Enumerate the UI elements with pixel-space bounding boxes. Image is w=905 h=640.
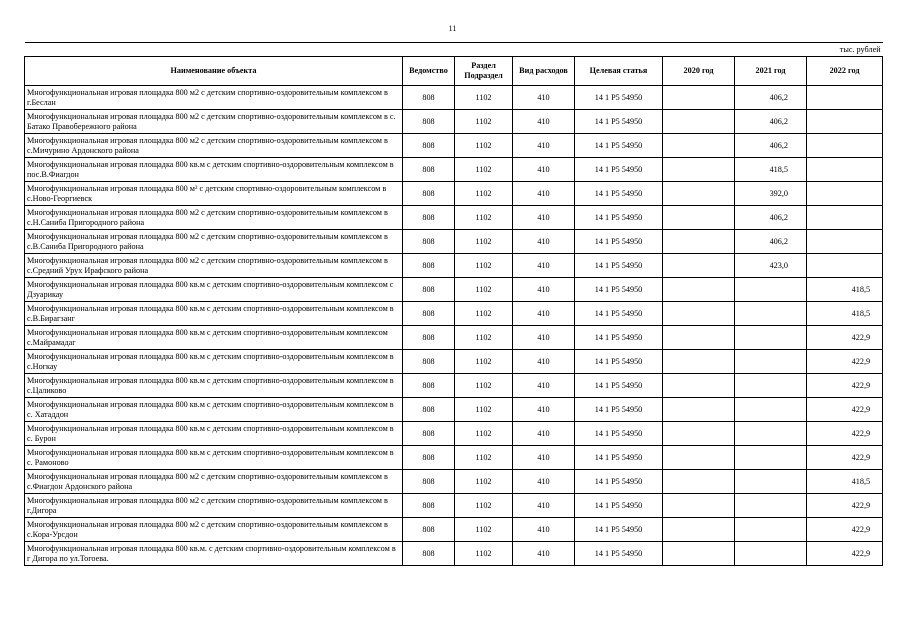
cell-2021 xyxy=(735,278,807,302)
cell-vid: 410 xyxy=(513,302,575,326)
cell-vid: 410 xyxy=(513,326,575,350)
cell-vedomstvo: 808 xyxy=(403,158,455,182)
cell-2022: 422,9 xyxy=(807,350,883,374)
cell-statya: 14 1 P5 54950 xyxy=(575,302,663,326)
cell-2022: 422,9 xyxy=(807,518,883,542)
table-row xyxy=(25,494,883,518)
cell-2021: 406,2 xyxy=(735,86,807,110)
cell-2020 xyxy=(663,182,735,206)
cell-2020 xyxy=(663,230,735,254)
cell-2022: 418,5 xyxy=(807,470,883,494)
cell-vid: 410 xyxy=(513,206,575,230)
table-row xyxy=(25,86,883,110)
table-row xyxy=(25,374,883,398)
cell-2021 xyxy=(735,398,807,422)
table-row xyxy=(25,518,883,542)
cell-2020 xyxy=(663,158,735,182)
cell-razdel: 1102 xyxy=(455,110,513,134)
cell-razdel: 1102 xyxy=(455,446,513,470)
cell-vedomstvo: 808 xyxy=(403,302,455,326)
table-row xyxy=(25,542,883,566)
cell-2020 xyxy=(663,206,735,230)
cell-2022: 418,5 xyxy=(807,278,883,302)
cell-vid: 410 xyxy=(513,494,575,518)
cell-2022: 422,9 xyxy=(807,326,883,350)
cell-statya: 14 1 P5 54950 xyxy=(575,542,663,566)
cell-2021 xyxy=(735,422,807,446)
cell-2022 xyxy=(807,182,883,206)
cell-vedomstvo: 808 xyxy=(403,182,455,206)
cell-2021 xyxy=(735,542,807,566)
cell-statya: 14 1 P5 54950 xyxy=(575,326,663,350)
cell-2021: 392,0 xyxy=(735,182,807,206)
cell-statya: 14 1 P5 54950 xyxy=(575,158,663,182)
cell-name: Многофункциональная игровая площадка 800 кв.м с детским спортивно-оздоровительным комплексом в с.Цаликово xyxy=(25,374,403,398)
cell-vid: 410 xyxy=(513,134,575,158)
cell-name: Многофункциональная игровая площадка 800 м2 с детским спортивно-оздоровительным комплексом в г.Дигора xyxy=(25,494,403,518)
cell-vid: 410 xyxy=(513,374,575,398)
cell-2020 xyxy=(663,326,735,350)
table-body xyxy=(25,86,883,566)
cell-razdel: 1102 xyxy=(455,254,513,278)
cell-2021 xyxy=(735,518,807,542)
cell-razdel: 1102 xyxy=(455,350,513,374)
cell-razdel: 1102 xyxy=(455,302,513,326)
cell-2022: 422,9 xyxy=(807,398,883,422)
cell-name: Многофункциональная игровая площадка 800 кв.м с детским спортивно-оздоровительным комплексом в с.Ногкау xyxy=(25,350,403,374)
col-header-razdel: Раздел Подраздел xyxy=(455,57,513,86)
cell-name: Многофункциональная игровая площадка 800 кв.м. с детским спортивно-оздоровительным комплексом в г Дигора по ул.Тогоева. xyxy=(25,542,403,566)
cell-statya: 14 1 P5 54950 xyxy=(575,494,663,518)
table-row xyxy=(25,350,883,374)
cell-2021 xyxy=(735,470,807,494)
cell-2021 xyxy=(735,374,807,398)
units-row xyxy=(25,43,883,57)
col-header-name: Наименование объекта xyxy=(25,57,403,86)
cell-2020 xyxy=(663,542,735,566)
cell-razdel: 1102 xyxy=(455,518,513,542)
cell-vid: 410 xyxy=(513,110,575,134)
cell-statya: 14 1 P5 54950 xyxy=(575,398,663,422)
col-header-2021: 2021 год xyxy=(735,57,807,86)
cell-vid: 410 xyxy=(513,422,575,446)
table-row xyxy=(25,422,883,446)
cell-name: Многофункциональная игровая площадка 800 м2 с детским спортивно-оздоровительным комплексом в с.Кора-Урсдон xyxy=(25,518,403,542)
cell-vedomstvo: 808 xyxy=(403,278,455,302)
page-number: 11 xyxy=(448,24,457,33)
cell-2021 xyxy=(735,446,807,470)
table-row xyxy=(25,326,883,350)
cell-2022 xyxy=(807,86,883,110)
cell-statya: 14 1 P5 54950 xyxy=(575,518,663,542)
budget-table-container xyxy=(24,42,882,566)
budget-table xyxy=(24,42,883,566)
cell-2020 xyxy=(663,494,735,518)
cell-razdel: 1102 xyxy=(455,134,513,158)
cell-2021 xyxy=(735,350,807,374)
cell-razdel: 1102 xyxy=(455,470,513,494)
cell-2021 xyxy=(735,326,807,350)
cell-vedomstvo: 808 xyxy=(403,206,455,230)
cell-2022: 422,9 xyxy=(807,446,883,470)
cell-statya: 14 1 P5 54950 xyxy=(575,470,663,494)
cell-vid: 410 xyxy=(513,470,575,494)
cell-2020 xyxy=(663,446,735,470)
cell-vid: 410 xyxy=(513,230,575,254)
cell-razdel: 1102 xyxy=(455,182,513,206)
cell-2020 xyxy=(663,110,735,134)
cell-vedomstvo: 808 xyxy=(403,326,455,350)
cell-2022 xyxy=(807,158,883,182)
cell-name: Многофункциональная игровая площадка 800 м2 с детским спортивно-оздоровительным комплексом в с.В.Саниба Пригородного района xyxy=(25,230,403,254)
cell-statya: 14 1 P5 54950 xyxy=(575,278,663,302)
col-header-vid: Вид расходов xyxy=(513,57,575,86)
cell-vid: 410 xyxy=(513,350,575,374)
cell-vedomstvo: 808 xyxy=(403,110,455,134)
col-header-2022: 2022 год xyxy=(807,57,883,86)
cell-2021: 406,2 xyxy=(735,134,807,158)
cell-2022 xyxy=(807,134,883,158)
cell-vedomstvo: 808 xyxy=(403,350,455,374)
cell-2020 xyxy=(663,86,735,110)
cell-2022: 422,9 xyxy=(807,542,883,566)
table-row xyxy=(25,134,883,158)
cell-vid: 410 xyxy=(513,278,575,302)
cell-razdel: 1102 xyxy=(455,206,513,230)
cell-razdel: 1102 xyxy=(455,86,513,110)
cell-2022 xyxy=(807,254,883,278)
cell-2021 xyxy=(735,494,807,518)
cell-name: Многофункциональная игровая площадка 800 кв.м с детским спортивно-оздоровительным комплексом с Дзуарикау xyxy=(25,278,403,302)
cell-vedomstvo: 808 xyxy=(403,518,455,542)
header-row xyxy=(25,57,883,86)
cell-vedomstvo: 808 xyxy=(403,230,455,254)
cell-statya: 14 1 P5 54950 xyxy=(575,86,663,110)
cell-vedomstvo: 808 xyxy=(403,446,455,470)
cell-vid: 410 xyxy=(513,86,575,110)
table-row xyxy=(25,398,883,422)
cell-name: Многофункциональная игровая площадка 800 м2 с детским спортивно-оздоровительным комплексом в с. Батако Правобережного района xyxy=(25,110,403,134)
table-row xyxy=(25,278,883,302)
table-row xyxy=(25,158,883,182)
cell-vid: 410 xyxy=(513,446,575,470)
cell-statya: 14 1 P5 54950 xyxy=(575,446,663,470)
cell-vedomstvo: 808 xyxy=(403,398,455,422)
cell-2021: 418,5 xyxy=(735,158,807,182)
cell-name: Многофункциональная игровая площадка 800 м2 с детским спортивно-оздоровительным комплексом в г.Беслан xyxy=(25,86,403,110)
cell-2020 xyxy=(663,374,735,398)
cell-vedomstvo: 808 xyxy=(403,470,455,494)
cell-razdel: 1102 xyxy=(455,230,513,254)
cell-vid: 410 xyxy=(513,158,575,182)
cell-razdel: 1102 xyxy=(455,374,513,398)
table-row xyxy=(25,182,883,206)
cell-statya: 14 1 P5 54950 xyxy=(575,254,663,278)
cell-statya: 14 1 P5 54950 xyxy=(575,110,663,134)
cell-vedomstvo: 808 xyxy=(403,494,455,518)
cell-2021: 406,2 xyxy=(735,230,807,254)
cell-2021 xyxy=(735,302,807,326)
cell-name: Многофункциональная игровая площадка 800 м² с детским спортивно-оздоровительным комплексом в с.Ново-Георгиевск xyxy=(25,182,403,206)
table-row xyxy=(25,446,883,470)
cell-2020 xyxy=(663,302,735,326)
cell-statya: 14 1 P5 54950 xyxy=(575,374,663,398)
cell-vedomstvo: 808 xyxy=(403,374,455,398)
cell-2022: 422,9 xyxy=(807,374,883,398)
cell-razdel: 1102 xyxy=(455,278,513,302)
table-row xyxy=(25,470,883,494)
cell-name: Многофункциональная игровая площадка 800 кв.м с детским спортивно-оздоровительным комплексом в с. Бурон xyxy=(25,422,403,446)
cell-name: Многофункциональная игровая площадка 800 м2 с детским спортивно-оздоровительным комплексом в с.Средний Урух Ирафского района xyxy=(25,254,403,278)
cell-name: Многофункциональная игровая площадка 800 м2 с детским спортивно-оздоровительным комплексом в с.Н.Саниба Пригородного района xyxy=(25,206,403,230)
cell-2021: 406,2 xyxy=(735,110,807,134)
cell-vid: 410 xyxy=(513,398,575,422)
table-row xyxy=(25,302,883,326)
cell-razdel: 1102 xyxy=(455,422,513,446)
cell-2020 xyxy=(663,518,735,542)
col-header-2020: 2020 год xyxy=(663,57,735,86)
cell-statya: 14 1 P5 54950 xyxy=(575,206,663,230)
cell-2020 xyxy=(663,470,735,494)
cell-vedomstvo: 808 xyxy=(403,422,455,446)
table-row xyxy=(25,230,883,254)
cell-name: Многофункциональная игровая площадка 800 м2 с детским спортивно-оздоровительным комплексом в с.Мичурино Ардонского района xyxy=(25,134,403,158)
cell-name: Многофункциональная игровая площадка 800 кв.м с детским спортивно-оздоровительным комплексом в с. Хатаддон xyxy=(25,398,403,422)
cell-statya: 14 1 P5 54950 xyxy=(575,422,663,446)
table-row xyxy=(25,254,883,278)
cell-2020 xyxy=(663,422,735,446)
cell-razdel: 1102 xyxy=(455,398,513,422)
cell-2022: 418,5 xyxy=(807,302,883,326)
cell-statya: 14 1 P5 54950 xyxy=(575,230,663,254)
cell-statya: 14 1 P5 54950 xyxy=(575,350,663,374)
cell-2022 xyxy=(807,230,883,254)
cell-name: Многофункциональная игровая площадка 800 кв.м с детским спортивно-оздоровительным комплексом в с. Рамоново xyxy=(25,446,403,470)
cell-statya: 14 1 P5 54950 xyxy=(575,134,663,158)
cell-vedomstvo: 808 xyxy=(403,86,455,110)
cell-2022 xyxy=(807,206,883,230)
cell-2020 xyxy=(663,398,735,422)
cell-razdel: 1102 xyxy=(455,158,513,182)
cell-2020 xyxy=(663,350,735,374)
cell-2022: 422,9 xyxy=(807,494,883,518)
cell-vid: 410 xyxy=(513,542,575,566)
units-label: тыс. рублей xyxy=(25,43,883,57)
col-header-vedomstvo: Ведомство xyxy=(403,57,455,86)
cell-statya: 14 1 P5 54950 xyxy=(575,182,663,206)
cell-razdel: 1102 xyxy=(455,494,513,518)
cell-vid: 410 xyxy=(513,182,575,206)
cell-razdel: 1102 xyxy=(455,542,513,566)
cell-2022: 422,9 xyxy=(807,422,883,446)
cell-vid: 410 xyxy=(513,254,575,278)
cell-2020 xyxy=(663,278,735,302)
cell-2020 xyxy=(663,254,735,278)
table-row xyxy=(25,110,883,134)
cell-name: Многофункциональная игровая площадка 800 кв.м с детским спортивно-оздоровительным комплексом в с.В.Бирагзанг xyxy=(25,302,403,326)
cell-name: Многофункциональная игровая площадка 800 кв.м с детским спортивно-оздоровительным комплексом с.Майрамадаг xyxy=(25,326,403,350)
cell-name: Многофункциональная игровая площадка 800 кв.м с детским спортивно-оздоровительным комплексом в пос.В.Фиагдон xyxy=(25,158,403,182)
cell-2021: 423,0 xyxy=(735,254,807,278)
cell-vedomstvo: 808 xyxy=(403,134,455,158)
cell-razdel: 1102 xyxy=(455,326,513,350)
cell-2020 xyxy=(663,134,735,158)
cell-vedomstvo: 808 xyxy=(403,254,455,278)
table-row xyxy=(25,206,883,230)
cell-vedomstvo: 808 xyxy=(403,542,455,566)
col-header-statya: Целевая статья xyxy=(575,57,663,86)
cell-2022 xyxy=(807,110,883,134)
cell-vid: 410 xyxy=(513,518,575,542)
cell-name: Многофункциональная игровая площадка 800 м2 с детским спортивно-оздоровительным комплексом в с.Фиагдон Ардонского района xyxy=(25,470,403,494)
cell-2021: 406,2 xyxy=(735,206,807,230)
